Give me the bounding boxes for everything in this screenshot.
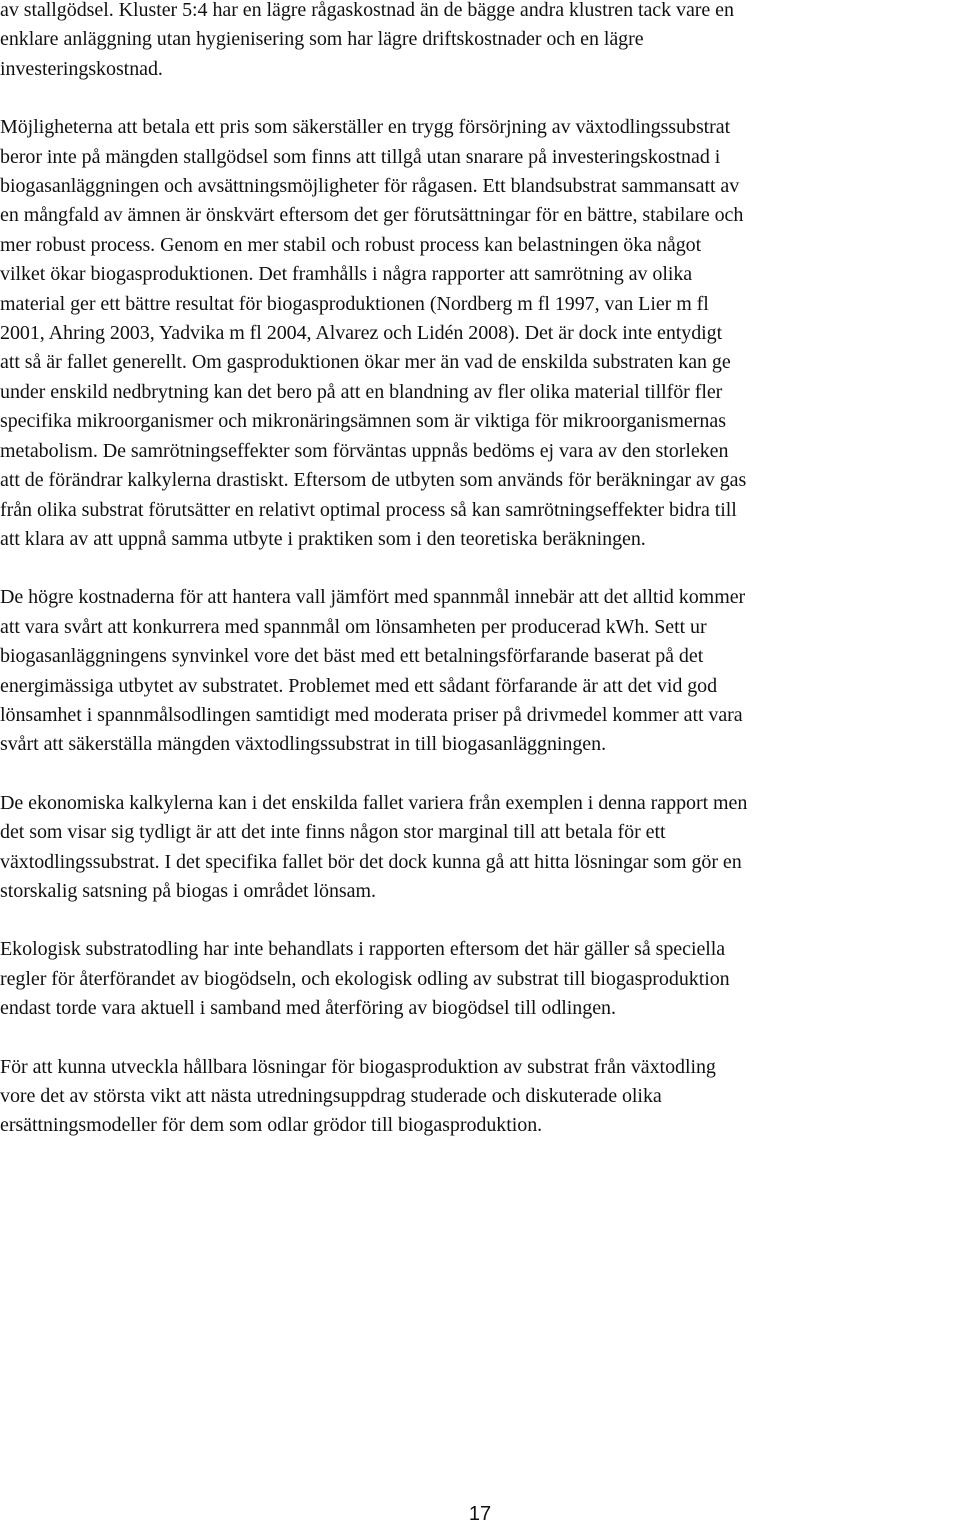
- page-number: 17: [468, 1503, 492, 1525]
- paragraph-3: De högre kostnaderna för att hantera vall jämfört med spannmål innebär att det alltid kommer att vara svårt att konkurrera med spannmål om lönsamheten per producerad kWh. Sett ur biogasanläggningens synvinkel vore det bäst med ett betalningsförfarande baserat på det energimässiga utbytet av substratet. Problemet med ett sådant förfarande är att det vid god lönsamhet i spannmålsodlingen samtidigt med moderata priser på drivmedel kommer att vara svårt att säkerställa mängden växtodlingssubstrat in till biogasanläggningen.: [0, 586, 746, 756]
- paragraph-5: Ekologisk substratodling har inte behandlats i rapporten eftersom det här gäller så speciella regler för återförandet av biogödseln, och ekologisk odling av substrat till biogasproduktion endast torde vara aktuell i samband med återföring av biogödsel till odlingen.: [0, 938, 730, 1020]
- paragraph-spacer: [0, 554, 958, 583]
- paragraph-spacer: [0, 84, 958, 113]
- paragraph-4: De ekonomiska kalkylerna kan i det enskilda fallet variera från exemplen i denna rapport men det som visar sig tydligt är att det inte finns någon stor marginal till att betala för ett växtodlingssubstrat. I det specifika fallet bör det dock kunna gå att hitta lösningar som gör en storskalig satsning på biogas i området lönsam.: [0, 791, 748, 902]
- paragraph-2: Möjligheterna att betala ett pris som säkerställer en trygg försörjning av växtodlingssubstrat beror inte på mängden stallgödsel som finns att tillgå utan snarare på investeringskostnad i biogasanläggningen och avsättningsmöjligheter för rågasen. Ett blandsubstrat sammansatt av en mångfald av ämnen är önskvärt eftersom det ger förutsättningar för en bättre, stabilare och mer robust process. Genom en mer stabil och robust process kan belastningen öka något vilket ökar biogasproduktionen. Det framhålls i några rapporter att samrötning av olika material ger ett bättre resultat för biogasproduktionen (Nordberg m fl 1997, van Lier m fl 2001, Ahring 2003, Yadvika m fl 2004, Alvarez och Lidén 2008). Det är dock inte entydigt att så är fallet generellt. Om gasproduktionen ökar mer än vad de enskilda substraten kan ge under enskild nedbrytning kan det bero på att en blandning av fler olika material tillför fler specifika mikroorganismer och mikronäringsämnen som är viktiga för mikroorganismernas metabolism. De samrötningseffekter som förväntas uppnås bedöms ej vara av den storleken att de förändrar kalkylerna drastiskt. Eftersom de utbyten som används för beräkningar av gas från olika substrat förutsätter en relativt optimal process så kan samrötningseffekter bidra till att klara av att uppnå samma utbyte i praktiken som i den teoretiska beräkningen.: [0, 116, 747, 550]
- paragraph-spacer: [0, 906, 958, 935]
- paragraph-1: av stallgödsel. Kluster 5:4 har en lägre rågaskostnad än de bägge andra klustren tack vare en enklare anläggning utan hygienisering som har lägre driftskostnader och en lägre investeringskostnad.: [0, 0, 734, 80]
- paragraph-6: För att kunna utveckla hållbara lösningar för biogasproduktion av substrat från växtodling vore det av största vikt att nästa utredningsuppdrag studerade och diskuterade olika ersättningsmodeller för dem som odlar grödor till biogasproduktion.: [0, 1055, 716, 1137]
- paragraph-spacer: [0, 1024, 958, 1053]
- paragraph-spacer: [0, 760, 958, 789]
